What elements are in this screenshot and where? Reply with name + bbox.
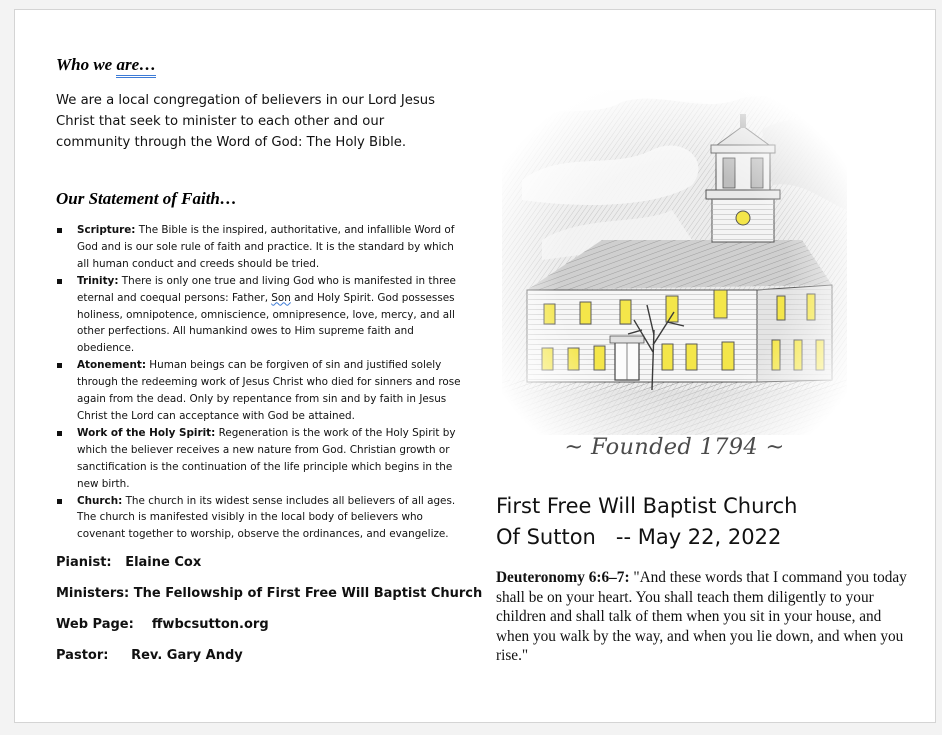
web-page-line: Web Page: ffwbcsutton.org [56, 617, 269, 632]
faith-list [56, 222, 466, 543]
scripture-verse [496, 568, 916, 666]
service-date: Of Sutton -- May 22, 2022 [496, 525, 782, 549]
church-sketch-image [502, 90, 847, 435]
list-item: Trinity: There is only one true and living God who is manifested in three eternal and coequal persons: Father, Son and Holy Spirit. God possesses holiness, omnipotence, omniscience, omnipresence, love, mercy, and all other perfections. All humankind owes to Him supreme faith and obedience. [56, 273, 466, 358]
pastor-line: Pastor: Rev. Gary Andy [56, 648, 243, 663]
list-item: Atonement: Human beings can be forgiven of sin and justified solely through the redeeming work of Jesus Christ who died for sinners and rose again from the dead. Only by repentance from sin and by faith in Jesus Christ the Lord can acceptance with God be attained. [56, 357, 466, 425]
verse-reference: Deuteronomy 6:6–7: [496, 569, 630, 586]
who-we-are-heading: Who we are… [56, 55, 156, 75]
list-item: Scripture: The Bible is the inspired, authoritative, and infallible Word of God and is our sole rule of faith and practice. It is the standard by which all human conduct and creeds should be tried. [56, 222, 466, 273]
church-name: First Free Will Baptist Church [496, 494, 798, 518]
founded-caption: ~ Founded 1794 ~ [564, 434, 785, 460]
list-item: Church: The church in its widest sense includes all believers of all ages. The church is manifested visibly in the local body of believers who covenant together to worship, observe the ordinances, and evangelize. [56, 493, 466, 544]
statement-of-faith-heading: Our Statement of Faith… [56, 189, 237, 208]
intro-paragraph: We are a local congregation of believers in our Lord Jesus Christ that seek to minister to each other and our community through the Word of God: The Holy Bible. [56, 93, 436, 150]
verse-text: "And these words that I command you today shall be on your heart. You shall teach them diligently to your children and shall talk of them when you sit in your house, and when you walk by the way, and when you lie down, and when you rise." [496, 569, 907, 665]
church-title [496, 491, 797, 553]
ministers-line: Ministers: The Fellowship of First Free Will Baptist Church [56, 586, 483, 601]
document-page [14, 9, 936, 723]
list-item: Work of the Holy Spirit: Regeneration is the work of the Holy Spirit by which the believer receives a new nature from God. Christian growth or sanctification is the continuation of the life principle which begins in the new birth. [56, 425, 466, 493]
pianist-line: Pianist: Elaine Cox [56, 555, 202, 570]
